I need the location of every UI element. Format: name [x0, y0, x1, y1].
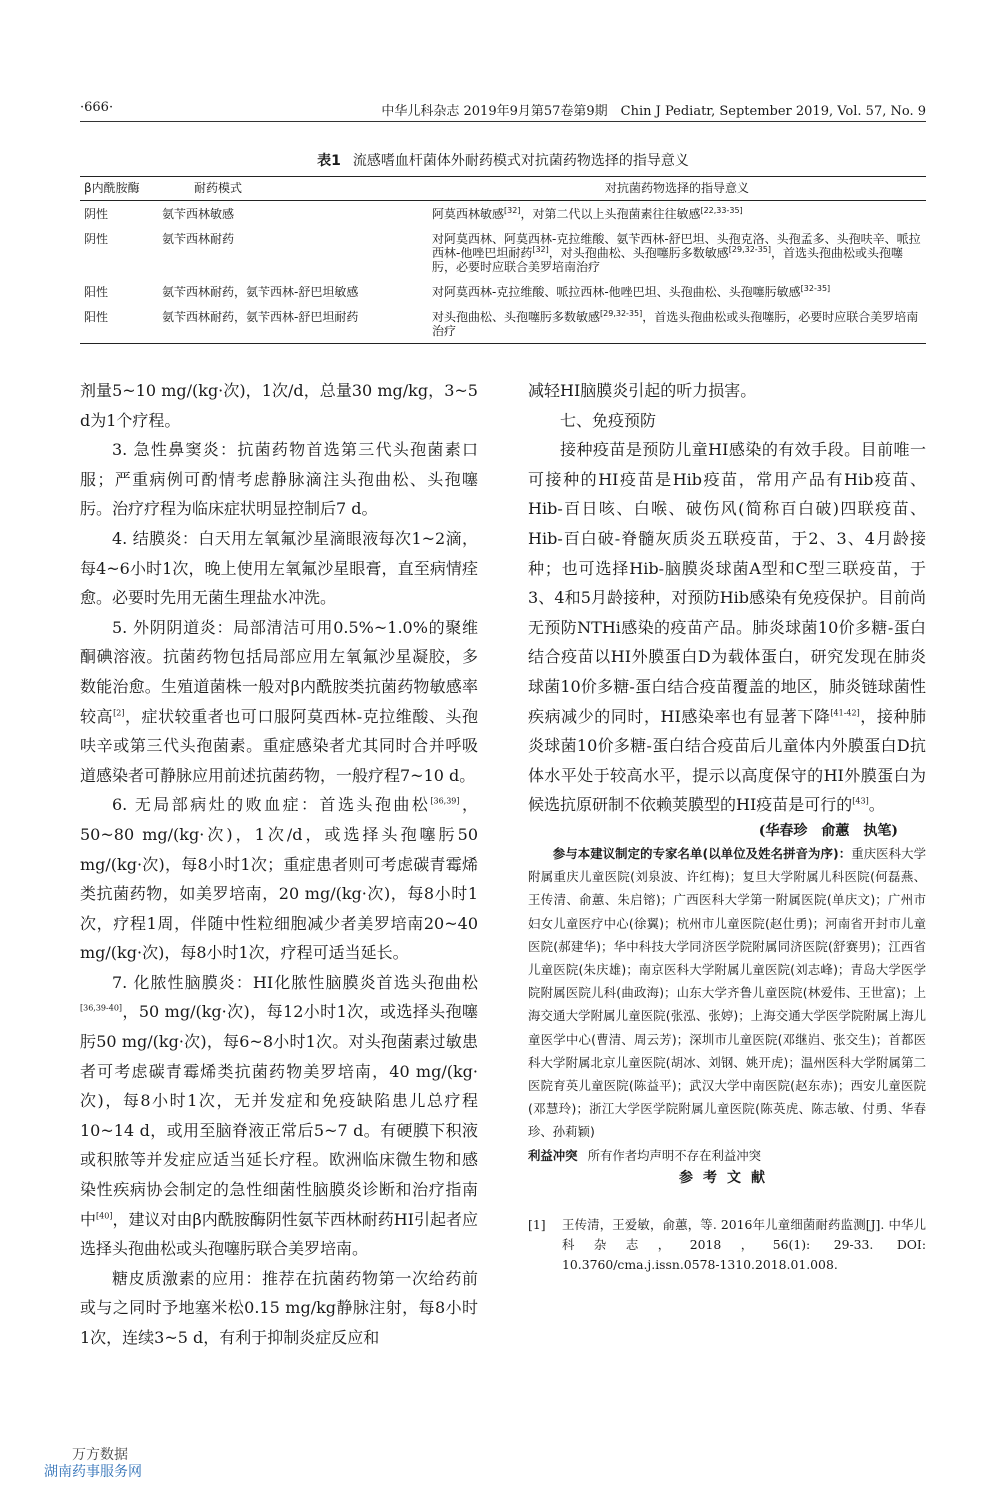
citation: [2] [113, 708, 125, 718]
cell-guidance: 对阿莫西林-克拉维酸、哌拉西林-他唑巴坦、头孢曲松、头孢噻肟敏感[32-35] [432, 284, 831, 299]
watermark [44, 1447, 142, 1481]
running-header [80, 100, 926, 122]
cell-guidance: 对头孢曲松、头孢噻肟多数敏感[29,32-35]，首选头孢曲松或头孢噻肟，必要时应联合美罗培南治疗 [432, 309, 919, 338]
journal-citation: 中华儿科杂志 2019年9月第57卷第9期 Chin J Pediatr, September 2019, Vol. 57, No. 9 [381, 104, 926, 119]
citation: [43] [852, 796, 869, 806]
table-row [80, 304, 926, 344]
cell-enzyme: 阳性 [84, 310, 109, 324]
paragraph-vulvovaginitis: 5. 外阴阴道炎：局部清洁可用0.5%~1.0%的聚维酮碘溶液。抗菌药物包括局部应用左氧氟沙星凝胶，多数能治愈。生殖道菌株一般对β内酰胺类抗菌药物敏感率较高[2]，症状较重者也可口服阿莫西林-克拉维酸、头孢呋辛或第三代头孢菌素。重症感染者尤其同时合并呼吸道感染者可静脉应用前述抗菌药物，一般疗程7~10 d。 [80, 617, 478, 785]
table-header-row [80, 177, 926, 201]
conflict-of-interest: 利益冲突 所有作者均声明不存在利益冲突 [528, 1147, 762, 1163]
section-heading-immunization: 七、免疫预防 [560, 410, 657, 430]
citation: [41-42] [830, 708, 860, 718]
cell-guidance: 阿莫西林敏感[32]，对第二代以上头孢菌素往往敏感[22,33-35] [432, 206, 743, 221]
col-header-guidance: 对抗菌药物选择的指导意义 [428, 177, 926, 201]
right-column [528, 376, 926, 1275]
watermark-wanfang: 万方数据 [72, 1447, 128, 1463]
table-row [80, 201, 926, 227]
table-row [80, 279, 926, 304]
references-heading: 参考文献 [679, 1169, 775, 1186]
paragraph-vaccination: 接种疫苗是预防儿童HI感染的有效手段。目前唯一可接种的HI疫苗是Hib疫苗，常用产品有Hib疫苗、Hib-百日咳、白喉、破伤风(简称百白破)四联疫苗、Hib-百白破-脊髓灰质炎五联疫苗，于2、3、4月龄接种；也可选择Hib-脑膜炎球菌A型和C型三联疫苗，于3、4和5月龄接种，对预防Hib感染有免疫保护。目前尚无预防NTHi感染的疫苗产品。肺炎球菌10价多糖-蛋白结合疫苗以HI外膜蛋白D为载体蛋白，研究发现在肺炎球菌10价多糖-蛋白结合疫苗覆盖的地区，肺炎链球菌性疾病减少的同时，HI感染率也有显著下降[41-42]，接种肺炎球菌10价多糖-蛋白结合疫苗后儿童体内外膜蛋白D抗体水平处于较高水平，提示以高度保守的HI外膜蛋白为候选抗原研制不依赖荚膜型的HI疫苗是可行的[43]。 [528, 440, 926, 815]
table-title: 流感嗜血杆菌体外耐药模式对抗菌药物选择的指导意义 [352, 153, 689, 169]
paragraph-conjunctivitis: 4. 结膜炎：白天用左氧氟沙星滴眼液每次1~2滴，每4~6小时1次，晚上使用左氧氟沙星眼膏，直至病情痊愈。必要时先用无菌生理盐水冲洗。 [80, 528, 478, 608]
page-number: ·666· [80, 100, 114, 115]
cell-enzyme: 阳性 [84, 285, 109, 299]
cell-enzyme: 阴性 [84, 207, 109, 221]
col-header-pattern: 耐药模式 [158, 177, 428, 201]
reference-number: [1] [528, 1216, 546, 1232]
paragraph-meningitis: 7. 化脓性脑膜炎：HI化脓性脑膜炎首选头孢曲松[36,39-40]，50 mg/(kg·次)，每12小时1次，或选择头孢噻肟50 mg/(kg·次)，每6~8小时1次。对头孢菌素过敏患者可考虑碳青霉烯类抗菌药物美罗培南，40 mg/(kg·次)，每8小时1次，无并发症和免疫缺陷患儿总疗程10~14 d，或用至脑脊液正常后5~7 d。有硬膜下积液或积脓等并发症应适当延长疗程。欧洲临床微生物和感染性疾病协会制定的急性细菌性脑膜炎诊断和治疗指南中[40]，建议对由β内酰胺酶阴性氨苄西林耐药HI引起者应选择头孢曲松或头孢噻肟联合美罗培南。 [80, 972, 478, 1259]
reference-item [528, 1215, 926, 1275]
watermark-site: 湖南药事服务网 [44, 1464, 142, 1480]
coi-label: 利益冲突 [528, 1147, 578, 1163]
col-header-enzyme: β内酰胺酶 [80, 177, 158, 201]
table-number: 表1 [317, 153, 341, 169]
header-rule [80, 121, 926, 122]
table-row [80, 226, 926, 279]
cell-pattern: 氨苄西林耐药，氨苄西林-舒巴坦耐药 [162, 310, 359, 324]
table-caption [80, 150, 926, 170]
paragraph-sinusitis: 3. 急性鼻窦炎：抗菌药物首选第三代头孢菌素口服；严重病例可酌情考虑静脉滴注头孢曲松、头孢噻肟。治疗疗程为临床症状明显控制后7 d。 [80, 440, 478, 519]
expert-list-label: 参与本建议制定的专家名单(以单位及姓名拼音为序)： [552, 845, 852, 861]
resistance-table [80, 176, 926, 344]
paragraph-sepsis: 6. 无局部病灶的败血症：首选头孢曲松[36,39]，50~80 mg/(kg·次)，1次/d，或选择头孢噻肟50 mg/(kg·次)，每8小时1次；重症患者则可考虑碳青霉烯类抗菌药物，如美罗培南，20 mg/(kg·次)，每8小时1次，疗程1周，伴随中性粒细胞减少者美罗培南20~40 mg/(kg·次)，每8小时1次，疗程可适当延长。 [80, 795, 478, 963]
cell-guidance: 对阿莫西林、阿莫西林-克拉维酸、氨苄西林-舒巴坦、头孢克洛、头孢孟多、头孢呋辛、哌拉西林-他唑巴坦耐药[32]，对头孢曲松、头孢噻肟多数敏感[29,32-35]，首选头孢曲松或头孢噻肟，必要时应联合美罗培南治疗 [432, 232, 921, 274]
citation: [36,39-40] [80, 1004, 123, 1014]
paragraph: 剂量5~10 mg/(kg·次)，1次/d，总量30 mg/kg，3~5 d为1个疗程。 [80, 381, 478, 430]
cell-enzyme: 阴性 [84, 232, 109, 246]
paragraph: 减轻HI脑膜炎引起的听力损害。 [528, 381, 757, 400]
author-note: (华春珍 俞蕙 执笔) [758, 822, 898, 839]
cell-pattern: 氨苄西林敏感 [162, 207, 235, 221]
reference-text: 王传清，王爱敏，俞蕙，等. 2016年儿童细菌耐药监测[J]. 中华儿科杂志，2018，56(1): 29-33. DOI: 10.3760/cma.j.issn.0578-1310.2018.01.008. [562, 1216, 926, 1272]
citation: [36,39] [430, 796, 460, 806]
cell-pattern: 氨苄西林耐药 [162, 232, 235, 246]
expert-list: 参与本建议制定的专家名单(以单位及姓名拼音为序)：重庆医科大学附属重庆儿童医院(刘泉波、许红梅)；复旦大学附属儿科医院(何磊燕、王传清、俞蕙、朱启镕)；广西医科大学第一附属医院(单庆文)；广州市妇女儿童医疗中心(徐翼)；杭州市儿童医院(赵仕勇)；河南省开封市儿童医院(郝建华)；华中科技大学同济医学院附属同济医院(舒赛男)；江西省儿童医院(朱庆雄)；南京医科大学附属儿童医院(刘志峰)；青岛大学医学院附属医院儿科(曲政海)；山东大学齐鲁儿童医院(林爱伟、王世富)；上海交通大学附属儿童医院(张泓、张婷)；上海交通大学医学院附属上海儿童医学中心(曹清、周云芳)；深圳市儿童医院(邓继岿、张交生)；首都医科大学附属北京儿童医院(胡冰、刘钢、姚开虎)；温州医科大学附属第二医院育英儿童医院(陈益平)；武汉大学中南医院(赵东赤)；西安儿童医院(邓慧玲)；浙江大学医学院附属儿童医院(陈英虎、陈志敏、付勇、华春珍、孙莉颖) [528, 845, 927, 1140]
paragraph-corticosteroids: 糖皮质激素的应用：推荐在抗菌药物第一次给药前或与之同时予地塞米松0.15 mg/kg静脉注射，每8小时1次，连续3~5 d，有利于抑制炎症反应和 [80, 1268, 478, 1347]
cell-pattern: 氨苄西林耐药，氨苄西林-舒巴坦敏感 [162, 285, 359, 299]
left-column [80, 376, 478, 1353]
citation: [40] [96, 1211, 113, 1221]
